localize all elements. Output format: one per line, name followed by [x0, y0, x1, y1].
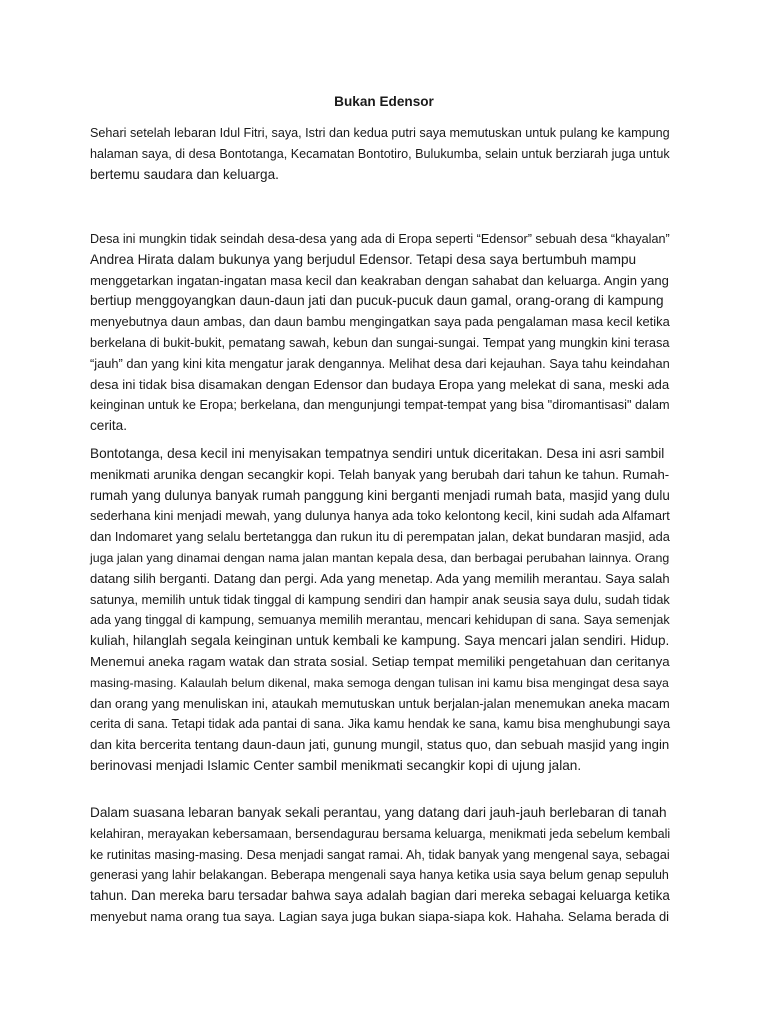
- text-line: masing-masing. Kalaulah belum dikenal, maka semoga dengan tulisan ini kamu bisa mengingat desa saya: [90, 675, 669, 690]
- text-line: sederhana kini menjadi mewah, yang dulunya hanya ada toko kelontong kecil, kini sudah ada Alfamart: [90, 508, 670, 524]
- text-line: datang silih berganti. Datang dan pergi. Ada yang menetap. Ada yang memilih merantau. Saya salah: [90, 570, 670, 586]
- text-line: bertemu saudara dan keluarga.: [90, 166, 279, 182]
- paragraph-4: [90, 803, 672, 928]
- text-line: cerita.: [90, 418, 128, 434]
- text-line: juga jalan yang dinamai dengan nama jalan mantan kepala desa, dan berbagai perubahan lainnya. Orang: [90, 550, 670, 565]
- text-line: bertiup menggoyangkan daun-daun jati dan pucuk-pucuk daun gamal, orang-orang di kampung: [90, 293, 664, 309]
- text-line: dan Indomaret yang selalu bertetangga dan rukun itu di perempatan jalan, dekat bundaran masjid, ada: [90, 529, 670, 545]
- text-line: berkelana di bukit-bukit, pematang sawah, kebun dan sungai-sungai. Tempat yang mungkin kini terasa: [90, 334, 670, 350]
- text-line: menyebut nama orang tua saya. Lagian saya juga bukan siapa-siapa kok. Hahaha. Selama berada di: [90, 908, 670, 924]
- text-line: generasi yang lahir belakangan. Beberapa mengenali saya hanya ketika usia saya belum genap sepuluh: [90, 868, 669, 883]
- text-line: ada yang tinggal di kampung, semuanya memilih merantau, mencari kehidupan di sana. Saya semenjak: [90, 613, 670, 628]
- text-line: tahun. Dan mereka baru tersadar bahwa saya adalah bagian dari mereka sebagai keluarga ketika: [90, 888, 670, 904]
- text-line: Andrea Hirata dalam bukunya yang berjudul Edensor. Tetapi desa saya bertumbuh mampu: [90, 251, 637, 267]
- text-line: Bontotanga, desa kecil ini menyisakan tempatnya sendiri untuk diceritakan. Desa ini asri sambil: [90, 446, 665, 461]
- text-line: desa ini tidak bisa disamakan dengan Edensor dan budaya Eropa yang melekat di sana, meski ada: [90, 376, 670, 392]
- text-line: kuliah, hilanglah segala keinginan untuk kembali ke kampung. Saya mencari jalan sendiri. Hidup.: [90, 633, 670, 649]
- paragraph-3: [90, 444, 672, 777]
- text-line: Desa ini mungkin tidak seindah desa-desa yang ada di Eropa seperti “Edensor” sebuah desa “khayalan”: [90, 232, 670, 246]
- text-line: Menemui aneka ragam watak dan strata sosial. Setiap tempat memiliki pengetahuan dan ceritanya: [90, 653, 670, 669]
- text-line: berinovasi menjadi Islamic Center sambil menikmati secangkir kopi di ujung jalan.: [90, 757, 582, 773]
- document-title: Bukan Edensor: [334, 94, 434, 109]
- text-line: menggetarkan ingatan-ingatan masa kecil dan keakraban dengan sahabat dan keluarga. Angin yang: [90, 272, 669, 288]
- text-line: dan kita bercerita tentang daun-daun jati, gunung mungil, status quo, dan sebuah masjid yang ingin: [90, 737, 670, 753]
- paragraph-2: [90, 229, 672, 437]
- text-line: satunya, memilih untuk tidak tinggal di kampung sendiri dan hampir anak seusia saya dulu, sudah tidak: [90, 591, 670, 607]
- text-line: keinginan untuk ke Eropa; berkelana, dan mengunjungi tempat-tempat yang bisa "diromantisasi" dalam: [90, 397, 670, 413]
- text-line: “jauh” dan yang kini kita mengatur jarak dengannya. Melihat desa dari kejauhan. Saya tahu keindahan: [90, 355, 670, 371]
- text-line: menikmati arunika dengan secangkir kopi. Telah banyak yang berubah dari tahun ke tahun. Rumah-: [90, 466, 670, 482]
- text-line: kelahiran, merayakan kebersamaan, bersendagurau bersama keluarga, menikmati jeda sebelum kembali: [90, 826, 671, 841]
- text-line: halaman saya, di desa Bontotanga, Kecamatan Bontotiro, Bulukumba, selain untuk berziarah juga untuk: [90, 146, 670, 161]
- text-line: menyebutnya daun ambas, dan daun bambu mengingatkan saya pada pengalaman masa kecil ketika: [90, 314, 670, 330]
- text-line: dan orang yang menuliskan ini, ataukah memutuskan untuk berjalan-jalan menemukan aneka macam: [90, 695, 670, 711]
- text-line: rumah yang dulunya banyak rumah panggung kini berganti menjadi rumah bata, masjid yang dulu: [90, 487, 670, 503]
- text-line: ke rutinitas masing-masing. Desa menjadi sangat ramai. Ah, tidak banyak yang mengenal saya, sebagai: [90, 847, 670, 862]
- text-line: Sehari setelah lebaran Idul Fitri, saya, Istri dan kedua putri saya memutuskan untuk pulang ke kampung: [90, 126, 670, 140]
- text-line: Dalam suasana lebaran banyak sekali perantau, yang datang dari jauh-jauh berlebaran di tanah: [90, 805, 667, 820]
- text-line: cerita di sana. Tetapi tidak ada pantai di sana. Jika kamu hendak ke sana, kamu bisa menghubungi saya: [90, 717, 671, 732]
- paragraph-1: [90, 123, 672, 185]
